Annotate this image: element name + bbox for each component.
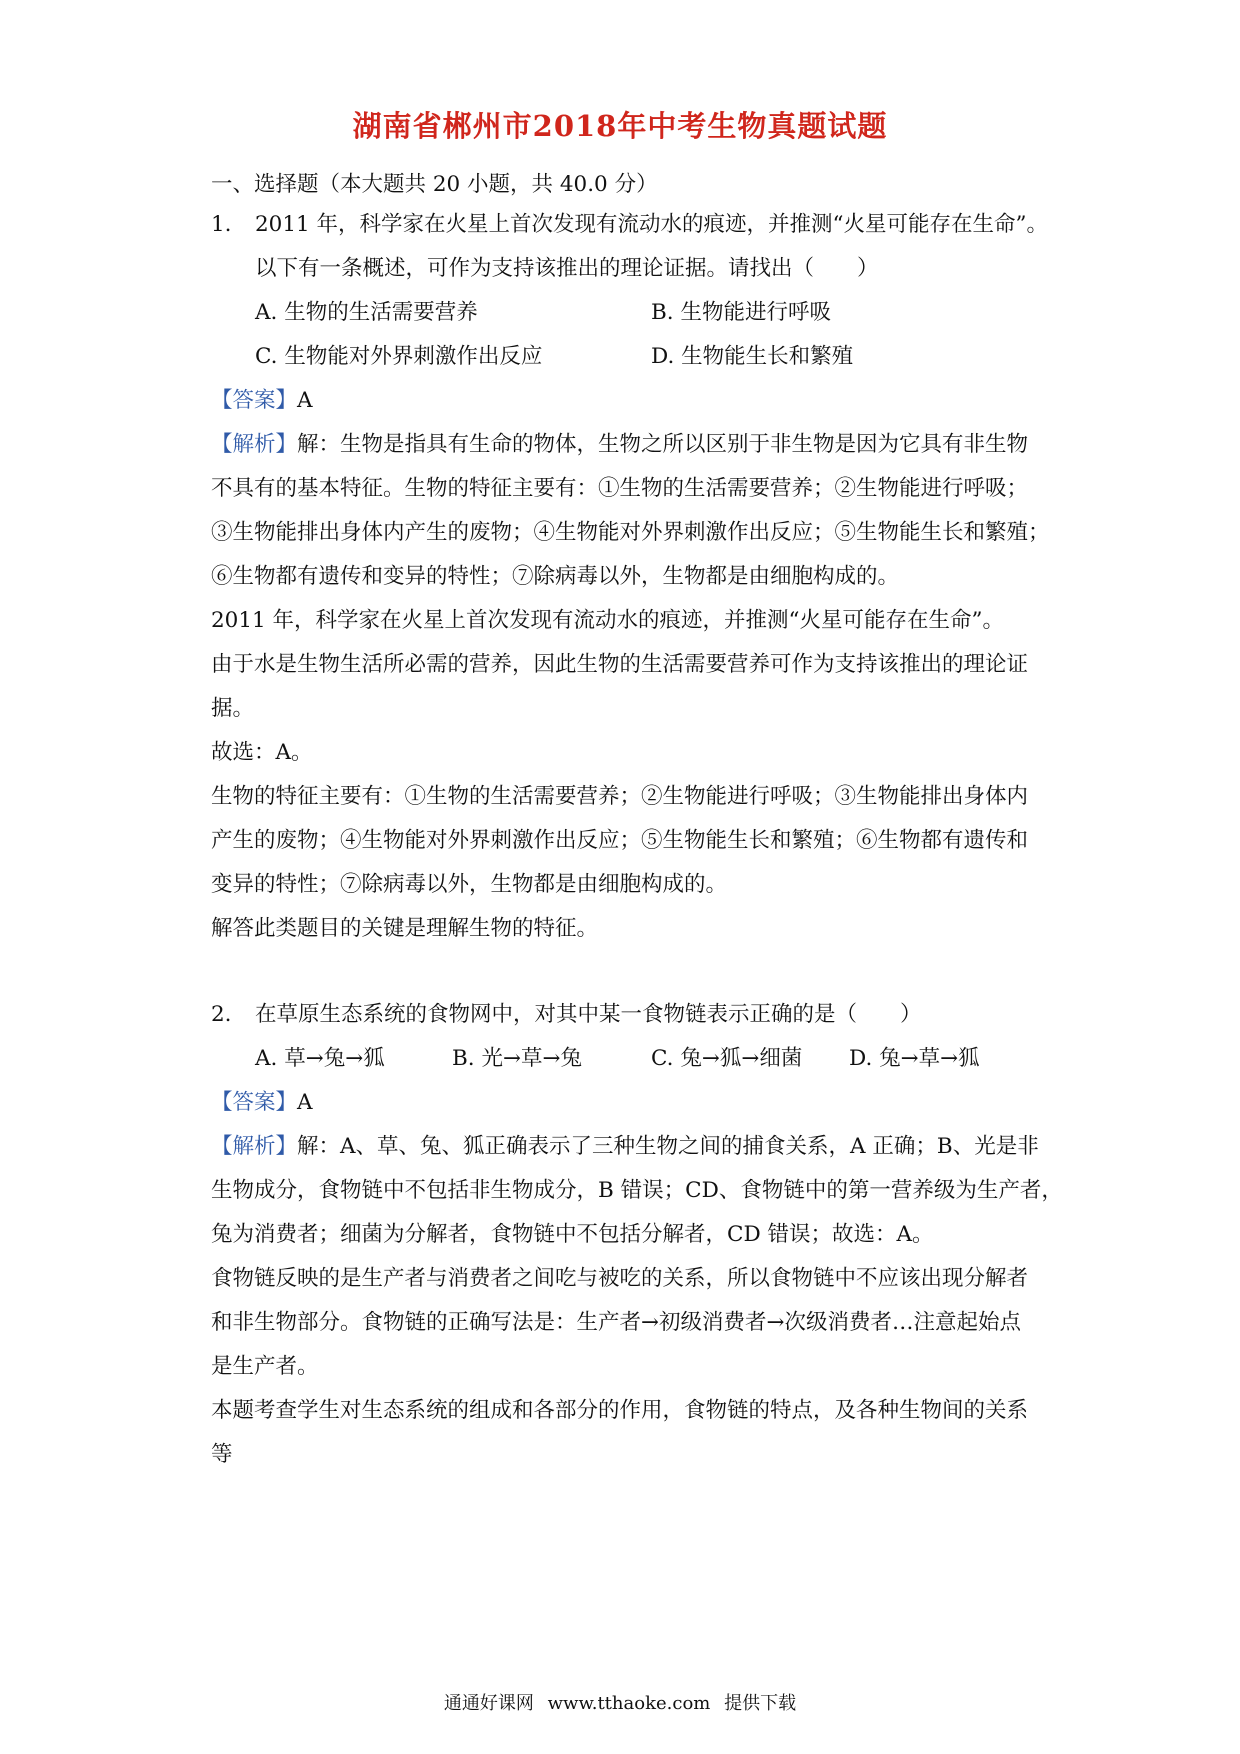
- footer-site-name: 通通好课网: [443, 1693, 534, 1714]
- question-1-stem-line-2: 以下有一条概述，可作为支持该推出的理论证据。请找出（ ）: [255, 256, 879, 281]
- analysis-tag: 【解析】: [211, 432, 298, 457]
- question-1-analysis-line-10: 产生的废物；④生物能对外界刺激作出反应；⑤生物能生长和繁殖；⑥生物都有遗传和: [211, 828, 1029, 853]
- footer-url-link[interactable]: www.tthaoke.com: [547, 1693, 711, 1714]
- question-2-analysis-line-1: [211, 1132, 1039, 1162]
- question-1-analysis-line-9: 生物的特征主要有：①生物的生活需要营养；②生物能进行呼吸；③生物能排出身体内: [211, 784, 1029, 809]
- question-1-option-a: A. 生物的生活需要营养: [255, 300, 478, 325]
- analysis-tag: 【解析】: [211, 1134, 298, 1159]
- analysis-text: 解：生物是指具有生命的物体，生物之所以区别于非生物是因为它具有非生物: [297, 432, 1029, 457]
- question-1-analysis-line-4: ⑥生物都有遗传和变异的特性；⑦除病毒以外，生物都是由细胞构成的。: [211, 564, 900, 589]
- answer-value: A: [297, 388, 313, 413]
- footer-suffix: 提供下载: [724, 1693, 797, 1714]
- question-2-analysis-line-2: 生物成分，食物链中不包括非生物成分，B 错误；CD、食物链中的第一营养级为生产者，: [211, 1178, 1063, 1203]
- question-1-analysis-line-11: 变异的特性；⑦除病毒以外，生物都是由细胞构成的。: [211, 872, 728, 897]
- question-2-option-a: A. 草→兔→狐: [255, 1046, 385, 1071]
- question-1-analysis-line-12: 解答此类题目的关键是理解生物的特征。: [211, 916, 599, 941]
- question-1-analysis-line-1: [211, 430, 1028, 460]
- document-title: 湖南省郴州市2018年中考生物真题试题: [352, 109, 888, 143]
- question-1-analysis-line-6: 由于水是生物生活所必需的营养，因此生物的生活需要营养可作为支持该推出的理论证: [211, 652, 1029, 677]
- question-1-answer: [211, 386, 313, 416]
- section-heading: 一、选择题（本大题共 20 小题，共 40.0 分）: [211, 172, 658, 197]
- analysis-text: 解：A、草、兔、狐正确表示了三种生物之间的捕食关系，A 正确；B、光是非: [297, 1134, 1039, 1159]
- question-2-analysis-line-6: 是生产者。: [211, 1354, 319, 1379]
- question-1-option-c: C. 生物能对外界刺激作出反应: [255, 344, 543, 369]
- answer-value: A: [297, 1090, 313, 1115]
- question-1-analysis-line-5: 2011 年，科学家在火星上首次发现有流动水的痕迹，并推测“火星可能存在生命”。: [211, 608, 1005, 633]
- question-2-stem: 在草原生态系统的食物网中，对其中某一食物链表示正确的是（ ）: [255, 1002, 922, 1027]
- question-1-analysis-line-8: 故选：A。: [211, 740, 313, 765]
- question-1-option-b: B. 生物能进行呼吸: [651, 300, 831, 325]
- question-2-analysis-line-4: 食物链反映的是生产者与消费者之间吃与被吃的关系，所以食物链中不应该出现分解者: [211, 1266, 1029, 1291]
- question-1-analysis-line-7: 据。: [211, 696, 255, 721]
- question-2-analysis-line-5: 和非生物部分。食物链的正确写法是：生产者→初级消费者→次级消费者…注意起始点: [211, 1310, 1022, 1335]
- question-1-stem-line-1: 2011 年，科学家在火星上首次发现有流动水的痕迹，并推测“火星可能存在生命”。: [255, 212, 1049, 237]
- question-2-option-b: B. 光→草→兔: [452, 1046, 582, 1071]
- question-2-analysis-line-3: 兔为消费者；细菌为分解者，食物链中不包括分解者，CD 错误；故选：A。: [211, 1222, 934, 1247]
- question-2-number: 2.: [211, 1002, 232, 1027]
- question-1-number: 1.: [211, 212, 232, 237]
- question-2-answer: [211, 1088, 313, 1118]
- answer-tag: 【答案】: [211, 388, 298, 413]
- question-1-option-d: D. 生物能生长和繁殖: [651, 344, 854, 369]
- question-2-analysis-line-8: 等: [211, 1442, 233, 1467]
- question-1-analysis-line-3: ③生物能排出身体内产生的废物；④生物能对外界刺激作出反应；⑤生物能生长和繁殖；: [211, 520, 1050, 545]
- question-2-option-c: C. 兔→狐→细菌: [651, 1046, 803, 1071]
- question-2-option-d: D. 兔→草→狐: [849, 1046, 980, 1071]
- answer-tag: 【答案】: [211, 1090, 298, 1115]
- question-2-analysis-line-7: 本题考查学生对生态系统的组成和各部分的作用，食物链的特点，及各种生物间的关系: [211, 1398, 1029, 1423]
- question-1-analysis-line-2: 不具有的基本特征。生物的特征主要有：①生物的生活需要营养；②生物能进行呼吸；: [211, 476, 1029, 501]
- page-footer: [0, 1692, 1240, 1716]
